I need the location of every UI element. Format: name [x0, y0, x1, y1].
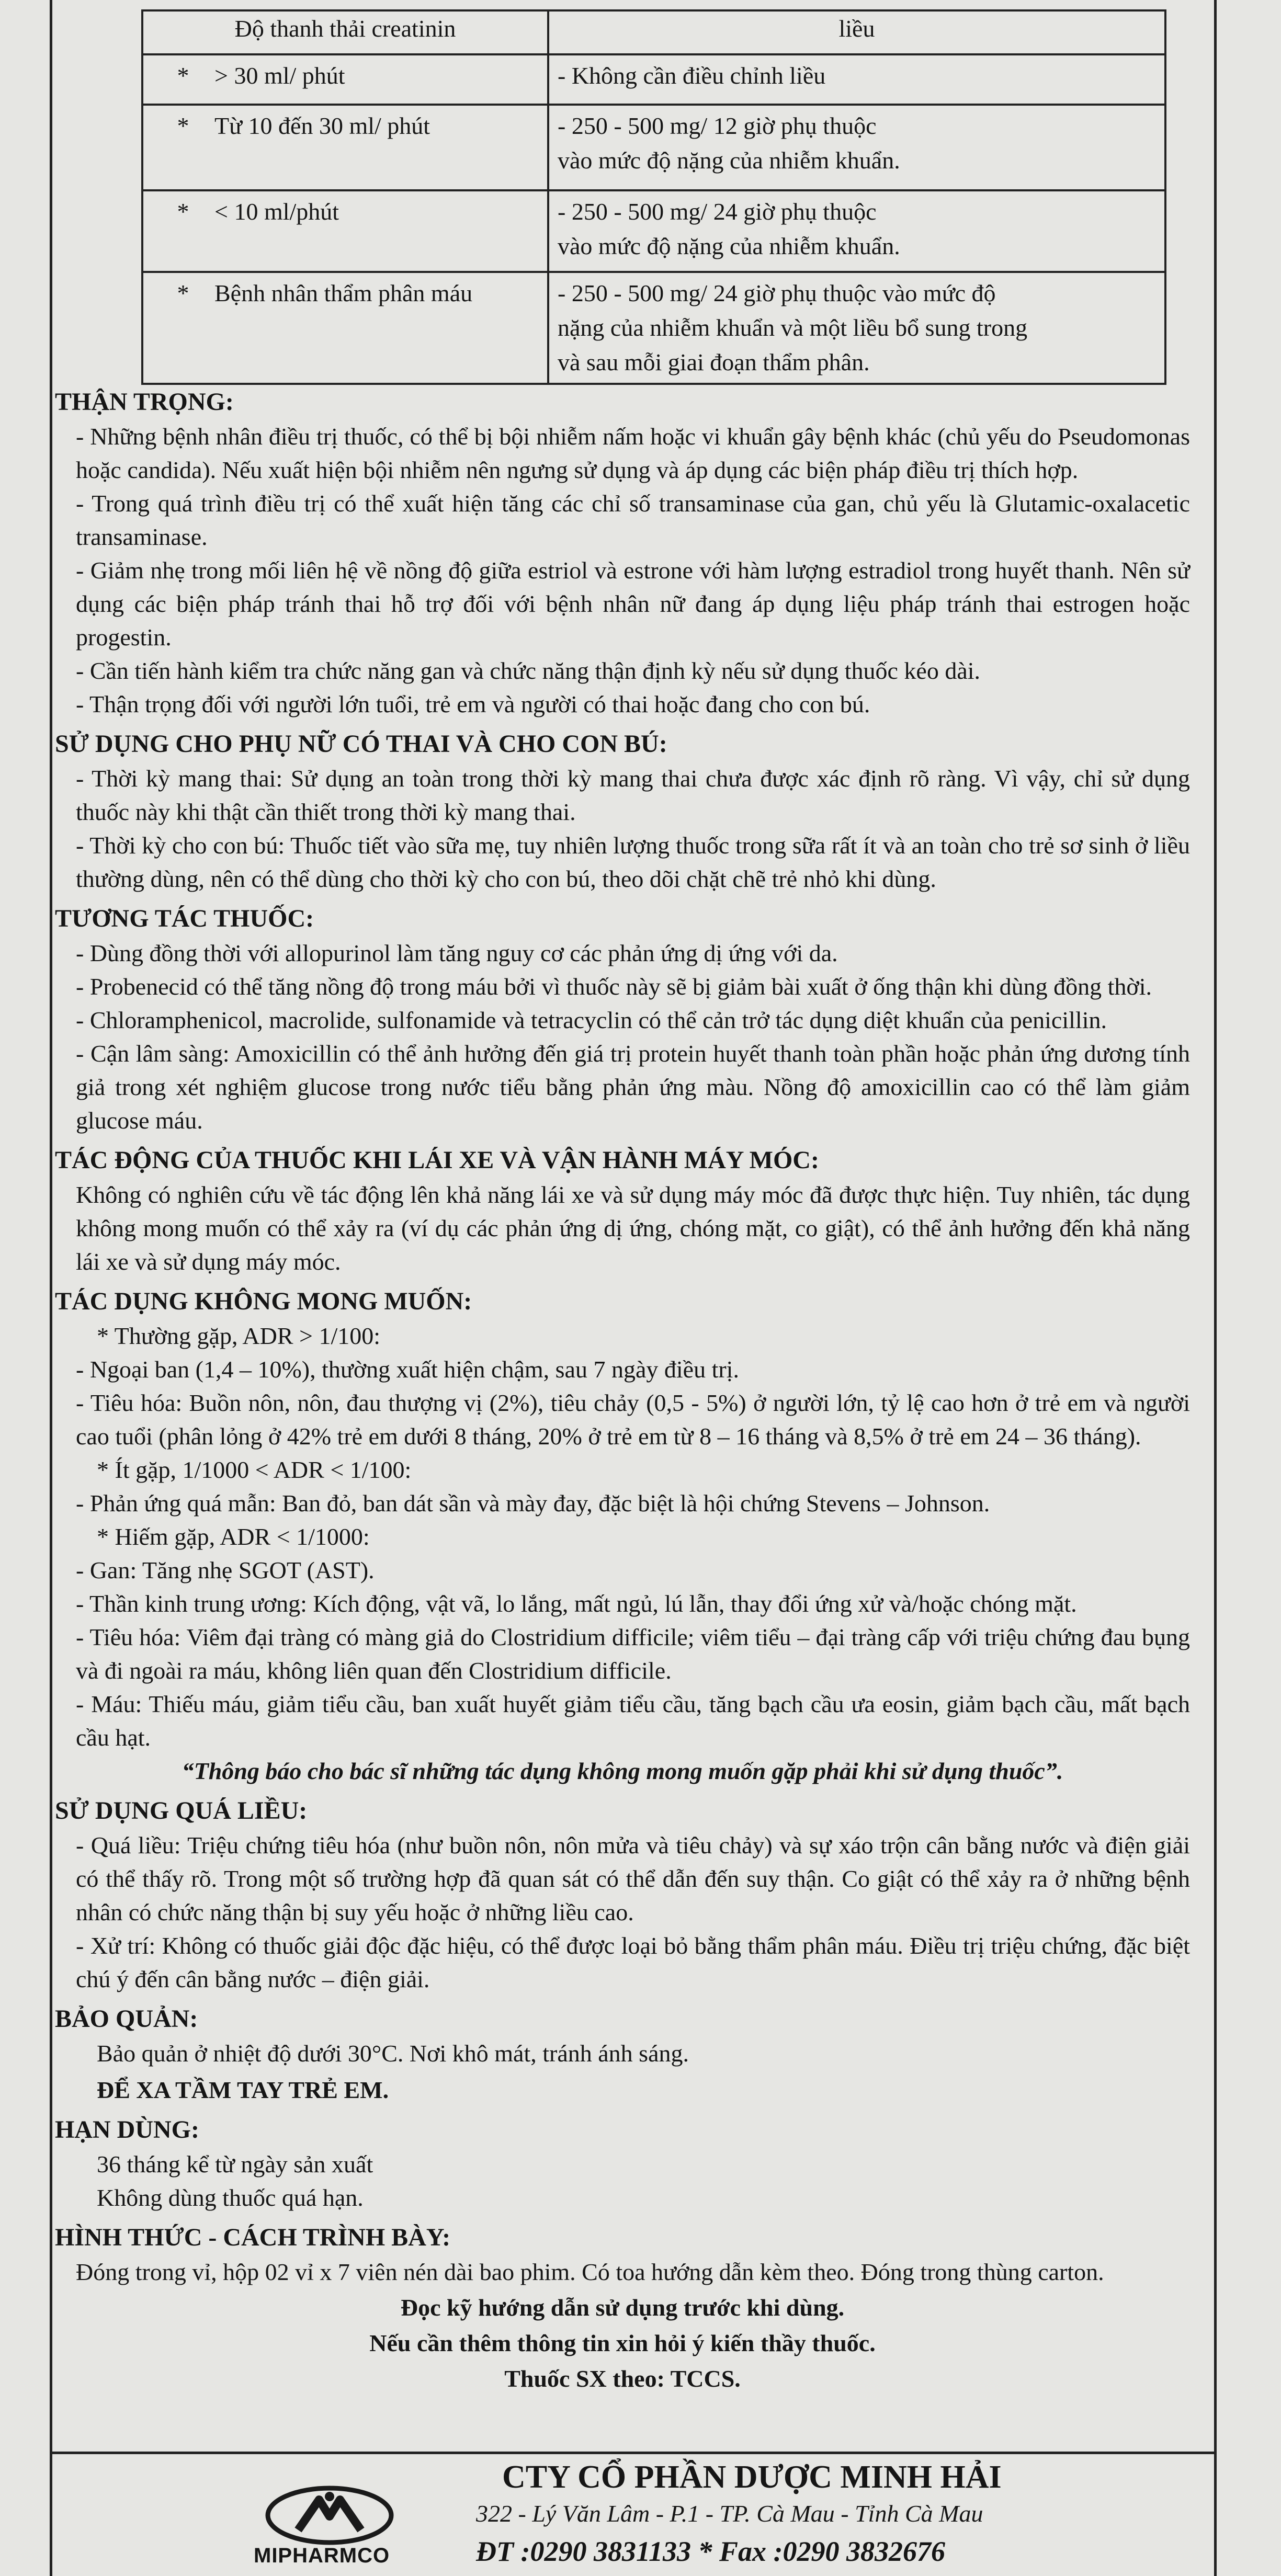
child-warning: ĐỂ XA TẦM TAY TRẺ EM. — [97, 2077, 389, 2103]
paragraph: - Máu: Thiếu máu, giảm tiểu cầu, ban xuất huyết giảm tiểu cầu, tăng bạch cầu ưa eosin, giảm bạch cầu, mất bạch cầu hạt. — [76, 1691, 1190, 1751]
paragraph: - Thời kỳ cho con bú: Thuốc tiết vào sữa mẹ, tuy nhiên lượng thuốc trong sữa rất ít và an toàn cho trẻ sơ sinh ở liều thường dùng, nên có thể dùng cho thời kỳ cho con bú, theo dõi chặt chẽ trẻ nhỏ khi dùng. — [76, 832, 1190, 892]
company-logo-icon — [262, 2484, 398, 2547]
dose-value: vào mức độ nặng của nhiễm khuẩn. — [558, 233, 900, 259]
section-title-packaging: HÌNH THỨC - CÁCH TRÌNH BÀY: — [55, 2224, 451, 2251]
paragraph: - Phản ứng quá mẫn: Ban đỏ, ban dát sần và mày đay, đặc biệt là hội chứng Stevens – Johnson. — [76, 1490, 990, 1517]
leaflet-content — [55, 379, 1190, 2398]
dose-value: - 250 - 500 mg/ 24 giờ phụ thuộc — [558, 198, 877, 225]
ask-doctor-note: Nếu cần thêm thông tin xin hỏi ý kiến thầy thuốc. — [369, 2330, 876, 2356]
section-title-adverse-effects: TÁC DỤNG KHÔNG MONG MUỐN: — [55, 1287, 472, 1315]
adr-frequency: * Hiếm gặp, ADR < 1/1000: — [97, 1523, 370, 1550]
table-row — [142, 272, 1165, 384]
paragraph: - Thời kỳ mang thai: Sử dụng an toàn trong thời kỳ mang thai chưa được xác định rõ ràng. Vì vậy, chỉ sử dụng thuốc này khi thật cần thiết trong thời kỳ mang thai. — [76, 765, 1190, 825]
paragraph: - Xử trí: Không có thuốc giải độc đặc hiệu, có thể được loại bỏ bằng thẩm phân máu. Điều trị triệu chứng, đặc biệt chú ý đến cân bằng nước – điện giải. — [76, 1932, 1190, 1992]
bullet: * — [177, 62, 189, 89]
paragraph: - Cận lâm sàng: Amoxicillin có thể ảnh hưởng đến giá trị protein huyết thanh toàn phần hoặc phản ứng dương tính giả trong xét nghiệm glucose trong nước tiểu bằng phản ứng màu. Nồng độ amoxicillin cao có thể làm giảm glucose máu. — [76, 1040, 1190, 1134]
dose-value: - Không cần điều chỉnh liều — [558, 62, 826, 89]
paragraph: - Những bệnh nhân điều trị thuốc, có thể bị bội nhiễm nấm hoặc vi khuẩn gây bệnh khác (chủ yếu do Pseudomonas hoặc candida). Nếu xuất hiện bội nhiễm nên ngưng sử dụng và áp dụng các biện pháp điều trị thích hợp. — [76, 423, 1190, 483]
paragraph: - Tiêu hóa: Viêm đại tràng có màng giả do Clostridium difficile; viêm tiểu – đại tràng cấp với triệu chứng đau bụng và đi ngoài ra máu, không liên quan đến Clostridium difficile. — [76, 1624, 1190, 1684]
footer — [52, 2453, 1214, 2576]
doctor-notice: “Thông báo cho bác sĩ những tác dụng không mong muốn gặp phải khi sử dụng thuốc”. — [182, 1758, 1063, 1784]
clearance-value: < 10 ml/phút — [214, 198, 339, 225]
clearance-value: > 30 ml/ phút — [214, 62, 345, 89]
adr-frequency: * Thường gặp, ADR > 1/100: — [97, 1323, 381, 1349]
section-title-interactions: TƯƠNG TÁC THUỐC: — [55, 905, 314, 932]
table-row — [142, 105, 1165, 190]
clearance-value: Bệnh nhân thẩm phân máu — [214, 280, 473, 306]
company-name: CTY CỔ PHẦN DƯỢC MINH HẢI — [502, 2459, 1002, 2495]
table-row — [142, 190, 1165, 272]
paragraph: - Tiêu hóa: Buồn nôn, nôn, đau thượng vị (2%), tiêu chảy (0,5 - 5%) ở người lớn, tỷ lệ cao hơn ở trẻ em và người cao tuổi (phân lỏng ở 42% trẻ em dưới 8 tháng, 20% ở trẻ em từ 8 – 16 tháng và 8,5% ở trẻ em 24 – 36 tháng). — [76, 1389, 1190, 1450]
dose-value: nặng của nhiễm khuẩn và một liều bổ sung trong — [558, 314, 1028, 341]
adr-frequency: * Ít gặp, 1/1000 < ADR < 1/100: — [97, 1456, 412, 1483]
section-title-precautions: THẬN TRỌNG: — [55, 388, 234, 416]
table-header-dose: liều — [548, 10, 1165, 54]
bullet: * — [177, 198, 189, 225]
paragraph: - Dùng đồng thời với allopurinol làm tăng nguy cơ các phản ứng dị ứng với da. — [76, 940, 838, 966]
paragraph: - Quá liều: Triệu chứng tiêu hóa (như buồn nôn, nôn mửa và tiêu chảy) và sự xáo trộn cân bằng nước và điện giải có thể thấy rõ. Trong một số trường hợp đã quan sát có thể dẫn đến suy thận. Co giật có thể xảy ra ở những bệnh nhân có chức năng thận bị suy yếu hoặc ở những liều cao. — [76, 1832, 1190, 1925]
paragraph: - Trong quá trình điều trị có thể xuất hiện tăng các chỉ số transaminase của gan, chủ yếu là Glutamic-oxalacetic transaminase. — [76, 490, 1190, 550]
paragraph: Đóng trong vỉ, hộp 02 vỉ x 7 viên nén dài bao phim. Có toa hướng dẫn kèm theo. Đóng trong thùng carton. — [76, 2259, 1104, 2285]
paragraph: - Cần tiến hành kiểm tra chức năng gan và chức năng thận định kỳ nếu sử dụng thuốc kéo dài. — [76, 657, 981, 684]
paragraph: - Chloramphenicol, macrolide, sulfonamide và tetracyclin có thể cản trở tác dụng diệt khuẩn của penicillin. — [76, 1007, 1107, 1033]
dose-value: - 250 - 500 mg/ 12 giờ phụ thuộc — [558, 112, 877, 139]
dose-value: và sau mỗi giai đoạn thẩm phân. — [558, 349, 870, 375]
bullet: * — [177, 112, 189, 139]
table-header-clearance: Độ thanh thải creatinin — [142, 10, 548, 54]
logo-text: MIPHARMCO — [254, 2544, 390, 2567]
paragraph: Không có nghiên cứu về tác động lên khả năng lái xe và sử dụng máy móc đã được thực hiện. Tuy nhiên, tác dụng không mong muốn có thể xảy ra (ví dụ các phản ứng dị ứng, chóng mặt, co giật), có thể ảnh hưởng đến khả năng lái xe và sử dụng máy móc. — [76, 1181, 1190, 1275]
paragraph: Không dùng thuốc quá hạn. — [97, 2184, 364, 2211]
company-phone: ĐT :0290 3831133 * Fax :0290 3832676 — [476, 2536, 945, 2567]
dose-value: vào mức độ nặng của nhiễm khuẩn. — [558, 147, 900, 174]
paragraph: - Gan: Tăng nhẹ SGOT (AST). — [76, 1557, 375, 1583]
table-row — [142, 54, 1165, 105]
dose-value: - 250 - 500 mg/ 24 giờ phụ thuộc vào mức độ — [558, 280, 996, 306]
paragraph: - Ngoại ban (1,4 – 10%), thường xuất hiện chậm, sau 7 ngày điều trị. — [76, 1356, 739, 1383]
dosage-table — [141, 9, 1166, 385]
section-title-pregnancy: SỬ DỤNG CHO PHỤ NỮ CÓ THAI VÀ CHO CON BÚ: — [55, 730, 667, 758]
company-address: 322 - Lý Văn Lâm - P.1 - TP. Cà Mau - Tỉnh Cà Mau — [476, 2500, 983, 2527]
section-title-storage: BẢO QUẢN: — [55, 2005, 198, 2033]
paragraph: - Giảm nhẹ trong mối liên hệ về nồng độ giữa estriol và estrone với hàm lượng estradiol trong huyết thanh. Nên sử dụng các biện pháp tránh thai hỗ trợ đối với bệnh nhân nữ đang áp dụng liệu pháp tránh thai estrogen hoặc progestin. — [76, 557, 1190, 651]
manufacturing-standard: Thuốc SX theo: TCCS. — [504, 2365, 741, 2392]
section-title-overdose: SỬ DỤNG QUÁ LIỀU: — [55, 1797, 308, 1825]
clearance-value: Từ 10 đến 30 ml/ phút — [214, 112, 430, 139]
paragraph: - Thần kinh trung ương: Kích động, vật vã, lo lắng, mất ngủ, lú lẫn, thay đổi ứng xử và/hoặc chóng mặt. — [76, 1590, 1077, 1617]
section-title-driving: TÁC ĐỘNG CỦA THUỐC KHI LÁI XE VÀ VẬN HÀNH MÁY MÓC: — [55, 1146, 819, 1174]
paragraph: - Probenecid có thể tăng nồng độ trong máu bởi vì thuốc này sẽ bị giảm bài xuất ở ống thận khi dùng đồng thời. — [76, 973, 1152, 1000]
read-instructions-note: Đọc kỹ hướng dẫn sử dụng trước khi dùng. — [400, 2294, 845, 2321]
section-title-shelf-life: HẠN DÙNG: — [55, 2116, 199, 2144]
paragraph: 36 tháng kể từ ngày sản xuất — [97, 2151, 373, 2178]
bullet: * — [177, 280, 189, 306]
paragraph: - Thận trọng đối với người lớn tuổi, trẻ em và người có thai hoặc đang cho con bú. — [76, 691, 870, 717]
paragraph: Bảo quản ở nhiệt độ dưới 30°C. Nơi khô mát, tránh ánh sáng. — [97, 2040, 689, 2067]
